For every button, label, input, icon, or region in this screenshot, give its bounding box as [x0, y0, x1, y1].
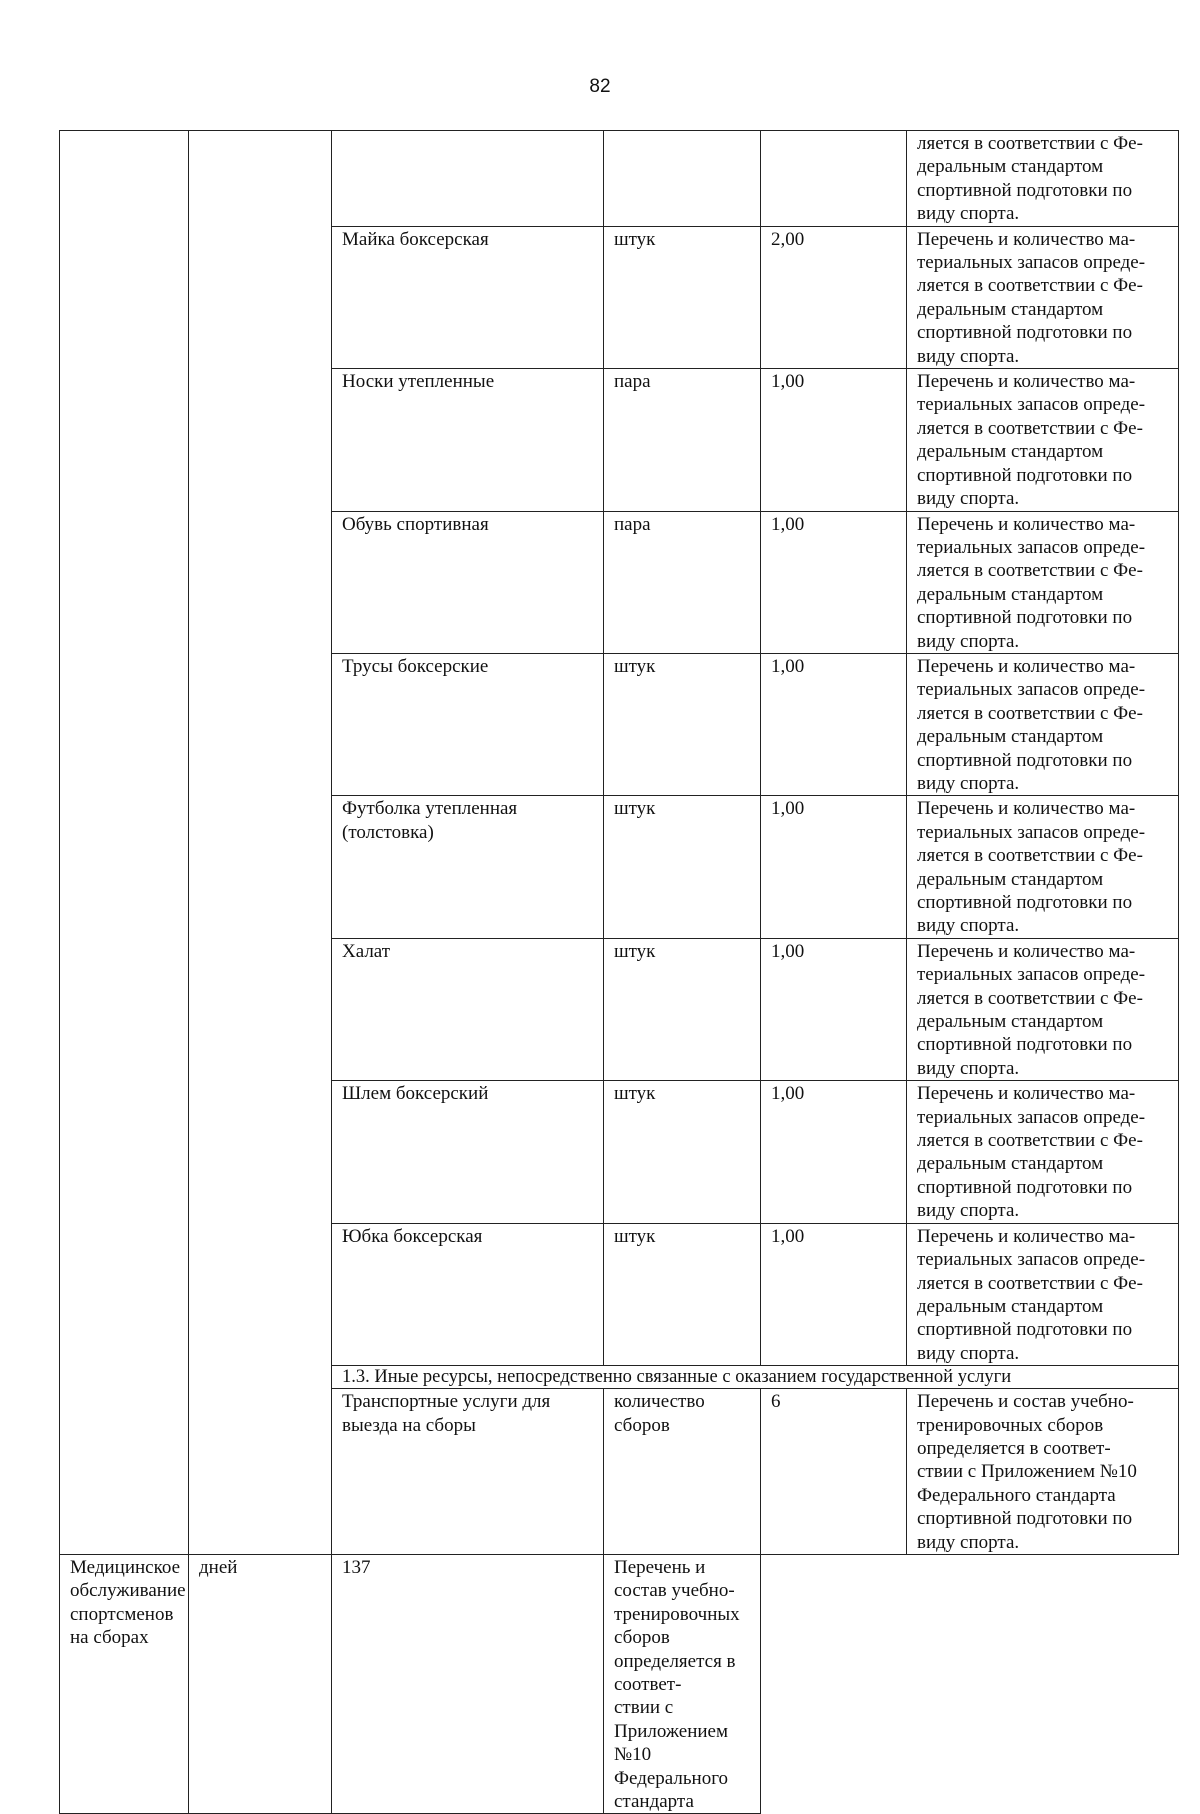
merged-column-1: [60, 131, 189, 1555]
continuation-name-cell: [332, 131, 604, 227]
item-unit: штук: [614, 228, 656, 250]
item-note: Перечень и количество ма- териальных запасов опреде- ляется в соответствии с Фе- деральным стандартом спортивной подготовки по виду спорта.: [917, 798, 1146, 937]
item-unit-cell: [604, 796, 761, 938]
item-qty-cell: [761, 653, 907, 795]
item-name-cell: [332, 511, 604, 653]
item-qty: 137: [342, 1556, 371, 1578]
continuation-note: ляется в соответствии с Фе- деральным стандартом спортивной подготовки по виду спорта.: [917, 133, 1143, 225]
item-unit-cell: [604, 1081, 761, 1223]
item-name: Халат: [342, 940, 391, 962]
item-note: Перечень и состав учебно- тренировочных сборов определяется в соответ- ствии с Приложением №10 Федерального стандарта: [614, 1556, 740, 1813]
item-qty-cell: [761, 1223, 907, 1365]
item-qty-cell: [761, 796, 907, 938]
item-note: Перечень и количество ма- териальных запасов опреде- ляется в соответствии с Фе- деральным стандартом спортивной подготовки по виду спорта.: [917, 228, 1146, 367]
item-unit-cell: [604, 1389, 761, 1555]
item-note: Перечень и количество ма- териальных запасов опреде- ляется в соответствии с Фе- деральным стандартом спортивной подготовки по виду спорта.: [917, 1225, 1146, 1364]
item-note: Перечень и количество ма- териальных запасов опреде- ляется в соответствии с Фе- деральным стандартом спортивной подготовки по виду спорта.: [917, 940, 1146, 1079]
item-unit-cell: [189, 1554, 332, 1813]
item-qty: 1,00: [771, 513, 805, 535]
item-note-cell: [604, 1554, 761, 1813]
item-name-cell: [332, 1081, 604, 1223]
item-name: Обувь спортивная: [342, 513, 489, 535]
item-qty: 1,00: [771, 371, 805, 393]
item-name-cell: [332, 1389, 604, 1555]
item-unit: пара: [614, 513, 651, 535]
item-name-cell: [60, 1554, 189, 1813]
item-note: Перечень и количество ма- териальных запасов опреде- ляется в соответствии с Фе- деральным стандартом спортивной подготовки по виду спорта.: [917, 655, 1146, 794]
item-unit: пара: [614, 371, 651, 393]
item-note-cell: [907, 369, 1179, 511]
table-row: [60, 1554, 1179, 1813]
item-qty: 1,00: [771, 1225, 805, 1247]
item-name-cell: [332, 1223, 604, 1365]
merged-column-2: [189, 131, 332, 1555]
item-unit-cell: [604, 511, 761, 653]
item-qty: 1,00: [771, 655, 805, 677]
item-note: Перечень и количество ма- териальных запасов опреде- ляется в соответствии с Фе- деральным стандартом спортивной подготовки по виду спорта.: [917, 513, 1146, 652]
item-name: Транспортные услуги для выезда на сборы: [342, 1391, 551, 1436]
item-note-cell: [907, 511, 1179, 653]
item-note-cell: [907, 938, 1179, 1080]
item-qty-cell: [761, 938, 907, 1080]
continuation-unit-cell: [604, 131, 761, 227]
section-heading: 1.3. Иные ресурсы, непосредственно связанные с оказанием государственной услуги: [342, 1367, 1012, 1388]
item-qty-cell: [761, 226, 907, 368]
item-qty: 1,00: [771, 940, 805, 962]
item-note-cell: [907, 653, 1179, 795]
item-name-cell: [332, 226, 604, 368]
item-name: Трусы боксерские: [342, 655, 489, 677]
item-note-cell: [907, 1389, 1179, 1555]
item-qty: 6: [771, 1391, 781, 1413]
item-unit-cell: [604, 938, 761, 1080]
item-name-cell: [332, 938, 604, 1080]
item-qty-cell: [332, 1554, 604, 1813]
item-qty: 2,00: [771, 228, 805, 250]
item-name: Футболка утепленная (толстовка): [342, 798, 518, 843]
item-unit-cell: [604, 653, 761, 795]
item-note: Перечень и состав учебно- тренировочных сборов определяется в соответ- ствии с Приложением №10 Федерального стандарта спортивной подготовки по виду спорта.: [917, 1391, 1137, 1553]
item-name: Носки утепленные: [342, 371, 495, 393]
item-note: Перечень и количество ма- териальных запасов опреде- ляется в соответствии с Фе- деральным стандартом спортивной подготовки по виду спорта.: [917, 371, 1146, 510]
item-qty-cell: [761, 1081, 907, 1223]
item-unit: штук: [614, 798, 656, 820]
item-qty-cell: [761, 369, 907, 511]
item-unit: штук: [614, 655, 656, 677]
item-qty-cell: [761, 1389, 907, 1555]
item-note-cell: [907, 1081, 1179, 1223]
item-qty: 1,00: [771, 1083, 805, 1105]
item-note: Перечень и количество ма- териальных запасов опреде- ляется в соответствии с Фе- деральным стандартом спортивной подготовки по виду спорта.: [917, 1083, 1146, 1222]
item-note-cell: [907, 1223, 1179, 1365]
item-unit: штук: [614, 1083, 656, 1105]
item-qty-cell: [761, 511, 907, 653]
item-unit: штук: [614, 1225, 656, 1247]
item-name-cell: [332, 369, 604, 511]
item-unit-cell: [604, 226, 761, 368]
item-unit: штук: [614, 940, 656, 962]
continuation-qty-cell: [761, 131, 907, 227]
item-name-cell: [332, 653, 604, 795]
item-unit: количество сборов: [614, 1391, 705, 1436]
item-qty: 1,00: [771, 798, 805, 820]
continuation-note-cell: [907, 131, 1179, 227]
item-note-cell: [907, 796, 1179, 938]
item-name: Медицинское обслуживание спортсменов на сборах: [70, 1556, 186, 1649]
item-name: Юбка боксерская: [342, 1225, 483, 1247]
page-number: 82: [589, 76, 611, 97]
resources-table: [59, 130, 1179, 1814]
item-unit-cell: [604, 1223, 761, 1365]
item-note-cell: [907, 226, 1179, 368]
item-unit: дней: [199, 1556, 238, 1578]
item-name-cell: [332, 796, 604, 938]
item-unit-cell: [604, 369, 761, 511]
section-heading-cell: [332, 1366, 1179, 1389]
item-name: Шлем боксерский: [342, 1083, 489, 1105]
item-name: Майка боксерская: [342, 228, 489, 250]
